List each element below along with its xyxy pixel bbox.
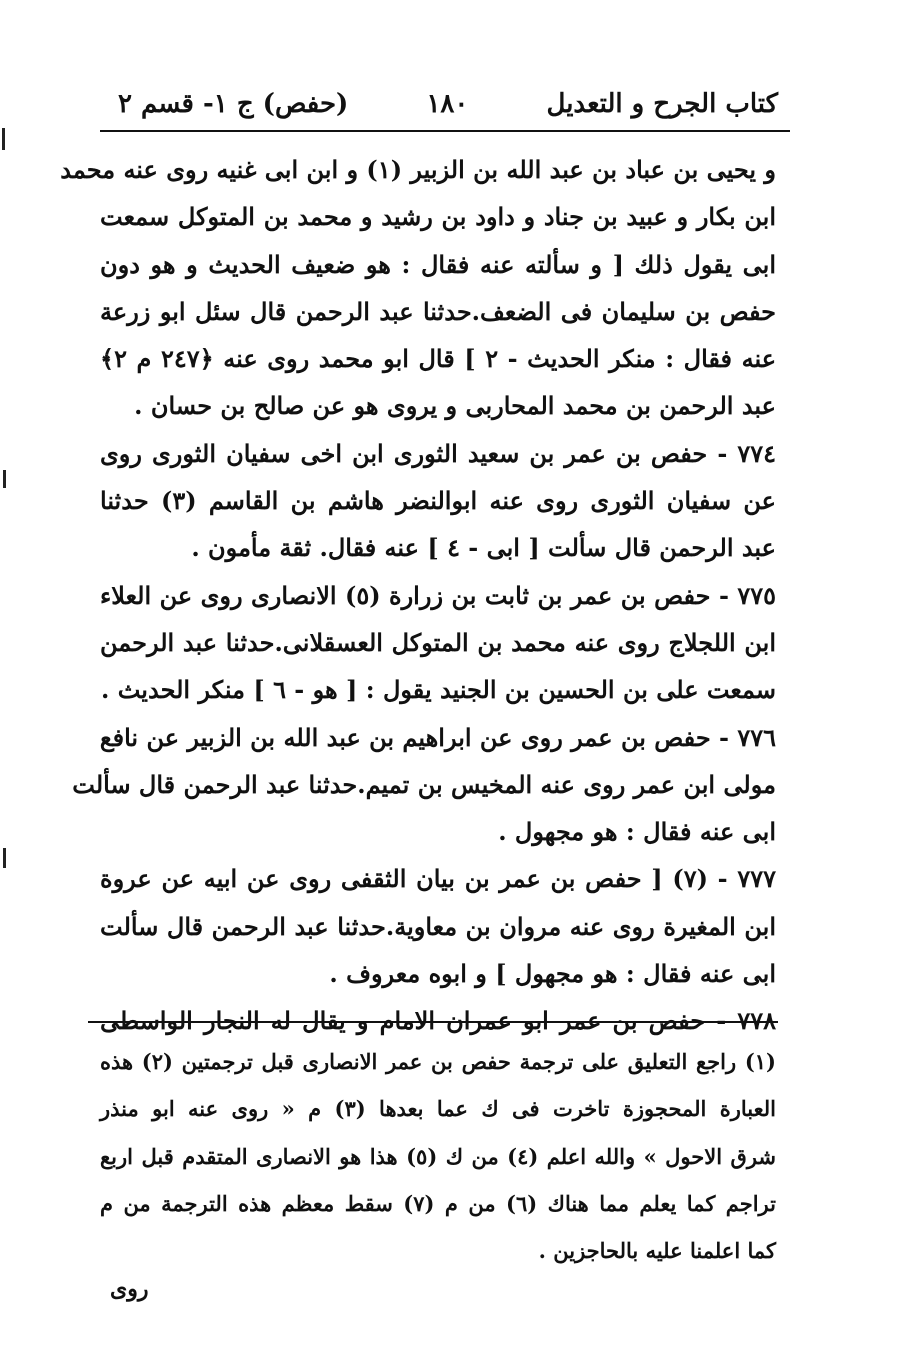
text-line: عبد الرحمن بن محمد المحاربى و يروى هو عن صالح بن حسان . — [134, 391, 776, 421]
text-line: حفص بن سليمان فى الضعف.حدثنا عبد الرحمن قال سئل ابو زرعة — [100, 296, 776, 326]
text-line: و يحيى بن عباد بن عبد الله بن الزبير (١) و ابن ابى غنيه روى عنه محمد — [60, 155, 776, 184]
main-text — [60, 146, 777, 1045]
footnotes — [100, 1040, 776, 1276]
header-rule — [100, 130, 790, 132]
scan-margin-mark — [3, 848, 6, 868]
text-line: ٧٧٦ - حفص بن عمر روى عن ابراهيم بن عبد الله بن الزبير عن نافع — [99, 722, 776, 752]
footnote-line: كما اعلمنا عليه بالحاجزين . — [538, 1238, 776, 1264]
text-line: ابى عنه فقال : هو مجهول ] و ابوه معروف . — [329, 959, 776, 989]
text-line: ٧٧٧ - (٧) [ حفص بن عمر بن بيان الثقفى روى عن ابيه عن عروة — [100, 864, 776, 894]
catchword: روى — [110, 1276, 149, 1302]
text-line: ابن بكار و عبيد بن جناد و داود بن رشيد و محمد بن المتوكل سمعت — [100, 202, 776, 232]
page-number: ١٨٠ — [426, 89, 469, 119]
text-line: سمعت على بن الحسين بن الجنيد يقول : [ هو - ٦ ] منكر الحديث . — [101, 675, 776, 705]
footnote-rule — [88, 1021, 778, 1023]
text-line: عبد الرحمن قال سألت [ ابى - ٤ ] عنه فقال. ثقة مأمون . — [191, 533, 776, 563]
footnote-line: تراجم كما يعلم مما هناك (٦) من م (٧) سقط معظم هذه الترجمة من م — [100, 1190, 776, 1216]
book-title: كتاب الجرح و التعديل — [546, 89, 778, 119]
footnote-line: (١) راجع التعليق على ترجمة حفص بن عمر الانصارى قبل ترجمتين (٢) هذه — [100, 1049, 776, 1074]
text-line: ابن المغيرة روى عنه مروان بن معاوية.حدثنا عبد الرحمن قال سألت — [100, 911, 776, 941]
running-header — [118, 84, 778, 124]
footnote-line: العبارة المحجوزة تاخرت فى ك عما بعدها (٣) م « روى عنه ابو منذر — [100, 1096, 776, 1122]
scan-margin-mark — [3, 470, 6, 488]
text-line: ٧٧٥ - حفص بن عمر بن ثابت بن زرارة (٥) الانصارى روى عن العلاء — [100, 580, 777, 610]
section-label: (حفص) ج ١- قسم ٢ — [118, 89, 349, 119]
text-line: ٧٧٤ - حفص بن عمر بن سعيد الثورى ابن اخى سفيان الثورى روى — [100, 438, 776, 468]
text-line: عنه فقال : منكر الحديث - ٢ ] قال ابو محمد روى عنه ﴿٢٤٧ م ٢﴾ — [100, 344, 777, 374]
text-line: ابى يقول ذلك [ و سألته عنه فقال : هو ضعيف الحديث و هو دون — [100, 249, 776, 279]
footnote-line: شرق الاحول » والله اعلم (٤) من ك (٥) هذا هو الانصارى المتقدم قبل اربع — [100, 1143, 776, 1169]
text-line: مولى ابن عمر روى عنه المخيس بن تميم.حدثنا عبد الرحمن قال سألت — [72, 769, 776, 799]
text-line: ابى عنه فقال : هو مجهول . — [498, 817, 776, 847]
text-line: ٧٧٨ - حفص بن عمر ابو عمران الامام و يقال له النجار الواسطى — [100, 1006, 776, 1036]
text-line: ابن اللجلاج روى عنه محمد بن المتوكل العسقلانى.حدثنا عبد الرحمن — [100, 627, 776, 657]
text-line: عن سفيان الثورى روى عنه ابوالنضر هاشم بن القاسم (٣) حدثنا — [100, 486, 776, 516]
scan-margin-mark — [2, 128, 5, 150]
